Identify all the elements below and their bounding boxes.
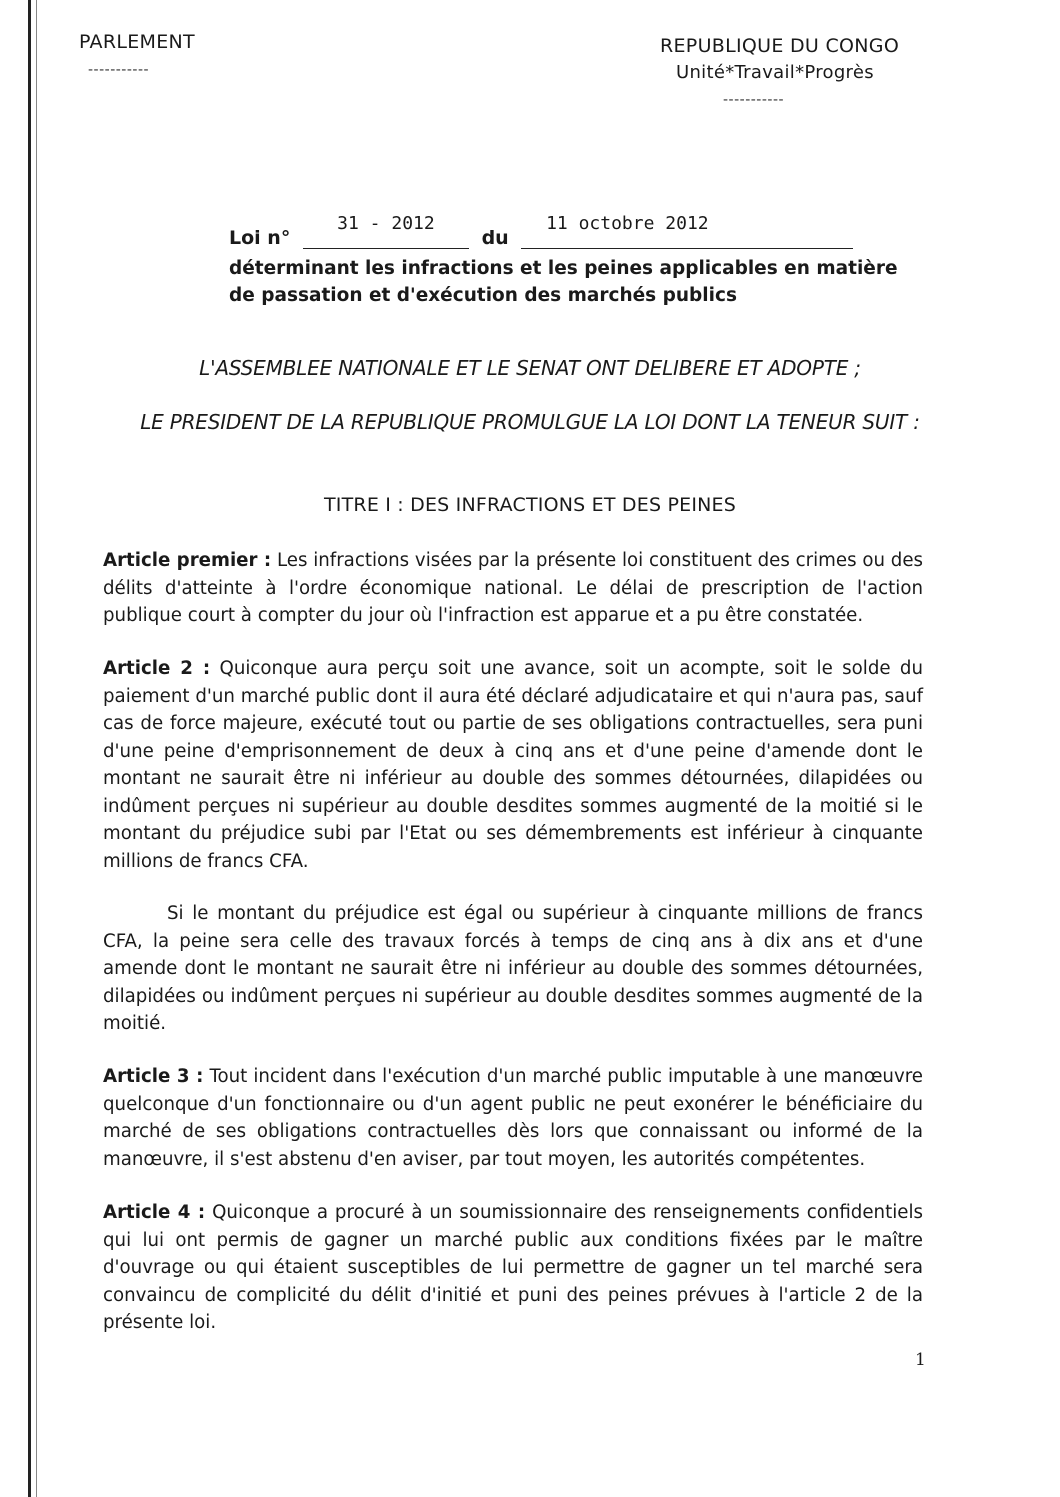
republic-title: REPUBLIQUE DU CONGO	[660, 35, 900, 57]
republic-motto: Unité*Travail*Progrès	[676, 62, 874, 83]
parlement-dashes: -----------	[88, 62, 150, 78]
article-text: Quiconque a procuré à un soumissionnaire des renseignements confidentiels qui lui ont permis de gagner un marché public aux conditions fixées par le maître d'ouvrage ou qui étaient susceptibles de lui permettre de gagner un tel marché sera convaincu de complicité du délit d'initié et puni des peines prévues à l'article 2 de la présente loi.	[103, 1202, 923, 1333]
article-premier	[103, 547, 923, 630]
article-4	[103, 1199, 923, 1337]
law-date-blank	[521, 213, 853, 249]
article-text: Tout incident dans l'exécution d'un marché public imputable à une manœuvre quelconque d'un fonctionnaire ou d'un agent public ne peut exonérer le bénéficiaire du marché de ses obligations contractuelles dès lors que connaissant ou informé de la manœuvre, il s'est abstenu d'en aviser, par tout moyen, les autorités compétentes.	[103, 1066, 923, 1170]
du-label: du	[481, 227, 509, 249]
page-number: 1	[915, 1350, 926, 1370]
law-number-blank	[303, 213, 469, 249]
law-number: 31 - 2012	[337, 213, 435, 234]
article-label: Article 2 :	[103, 658, 211, 679]
law-number-line	[229, 213, 853, 249]
titre-heading: TITRE I : DES INFRACTIONS ET DES PEINES	[324, 494, 736, 516]
declaration-assembly: L'ASSEMBLEE NATIONALE ET LE SENAT ONT DELIBERE ET ADOPTE ;	[199, 356, 861, 380]
scan-edge-line-secondary	[36, 0, 37, 1497]
article-text: Les infractions visées par la présente loi constituent des crimes ou des délits d'atteinte à l'ordre économique national. Le délai de prescription de l'action publique court à compter du jour où l'infraction est apparue et a pu être constatée.	[103, 550, 924, 626]
article-2-paragraph-2: Si le montant du préjudice est égal ou supérieur à cinquante millions de francs CFA, la peine sera celle des travaux forcés à temps de cinq ans à dix ans et d'une amende dont le montant ne saurait être ni inférieur au double des sommes détournées, dilapidées ou indûment perçues ni supérieur au double desdites sommes augmenté de la moitié.	[103, 903, 923, 1034]
scan-edge-line	[28, 0, 31, 1497]
republic-dashes: -----------	[723, 92, 785, 108]
article-2	[103, 655, 923, 875]
article-label: Article premier :	[103, 550, 272, 571]
article-label: Article 3 :	[103, 1066, 204, 1087]
parlement-label: PARLEMENT	[79, 31, 195, 53]
loi-label: Loi n°	[229, 227, 291, 249]
article-3	[103, 1063, 923, 1173]
article-text: Quiconque aura perçu soit une avance, soit un acompte, soit le solde du paiement d'un marché public dont il aura été déclaré adjudicataire et qui n'aura pas, sauf cas de force majeure, exécuté tout ou partie de ses obligations contractuelles, sera puni d'une peine d'emprisonnement de deux à cinq ans et d'une peine d'amende dont le montant ne saurait être ni inférieur au double des sommes détournées, dilapidées ou indûment perçues ni supérieur au double desdites sommes augmenté de la moitié si le montant du préjudice subi par l'Etat ou ses démembrements est inférieur à cinquante millions de francs CFA.	[103, 658, 923, 872]
declaration-president: LE PRESIDENT DE LA REPUBLIQUE PROMULGUE LA LOI DONT LA TENEUR SUIT :	[140, 410, 920, 434]
article-label: Article 4 :	[103, 1202, 206, 1223]
law-date: 11 octobre 2012	[546, 213, 709, 234]
law-subtitle-line2: de passation et d'exécution des marchés publics	[229, 285, 737, 306]
law-subtitle-line1: déterminant les infractions et les peines applicables en matière	[229, 258, 898, 279]
